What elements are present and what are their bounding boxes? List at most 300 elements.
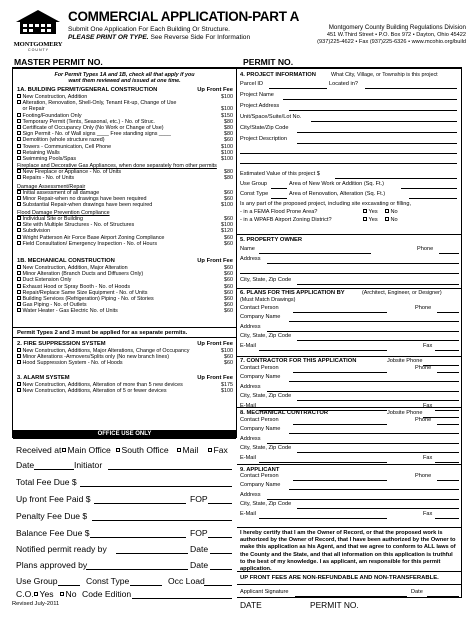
contact-person-label: Contact Person bbox=[240, 417, 279, 423]
fireplace-list bbox=[17, 169, 236, 183]
cert-rule bbox=[237, 527, 461, 528]
company-name-label: Company Name bbox=[240, 426, 281, 433]
email-label: E-Mail bbox=[240, 454, 256, 461]
row-checkbox[interactable] bbox=[17, 196, 21, 200]
city-state-zip-field[interactable] bbox=[297, 452, 459, 453]
section-8-fields bbox=[237, 417, 461, 467]
row-label: New Construction, Addition bbox=[22, 94, 88, 100]
org-name: Montgomery County Building Regulations Division bbox=[328, 24, 466, 31]
occ-load-label: Occ Load bbox=[168, 576, 205, 586]
row-fee: $100 bbox=[221, 149, 233, 156]
row-checkbox[interactable] bbox=[17, 354, 21, 358]
section-1a-title: 1A. BUILDING PERMIT/GENERAL CONSTRUCTION bbox=[17, 87, 158, 93]
row-fee: $100 bbox=[221, 143, 233, 150]
balance-fee-field[interactable] bbox=[90, 537, 186, 538]
row-label: Sign Permit - No. of Wall signs ____ Free standing signs ____ bbox=[22, 131, 171, 138]
s6-rule bbox=[237, 288, 461, 289]
section-8-title: 8. MECHANICAL CONTRACTOR bbox=[240, 410, 329, 416]
project-description-field-1[interactable] bbox=[297, 143, 457, 144]
fax-option[interactable] bbox=[208, 445, 228, 455]
fop-field[interactable] bbox=[208, 503, 232, 504]
row-checkbox[interactable] bbox=[17, 271, 21, 275]
south-office-option[interactable] bbox=[116, 445, 169, 455]
estimated-value-label: Estimated Value of this project $ bbox=[240, 171, 320, 177]
row-fee: $80 bbox=[224, 169, 233, 175]
row-label: Substantial Repair-when drawings have been required bbox=[22, 202, 153, 209]
row-label: Exhaust Hood or Spray Booth - No. of Hoods bbox=[22, 283, 131, 290]
row-checkbox[interactable] bbox=[17, 388, 21, 392]
row-fee: $80 bbox=[224, 125, 233, 131]
date-label: Date bbox=[16, 460, 35, 470]
fee-row[interactable] bbox=[17, 156, 236, 162]
flood-no[interactable] bbox=[385, 209, 398, 215]
owner-city-label: City, State, Zip Code bbox=[240, 277, 292, 283]
section-1b-fee-head: Up Front Fee bbox=[197, 258, 233, 264]
row-checkbox[interactable] bbox=[17, 348, 21, 352]
row-checkbox[interactable] bbox=[17, 169, 21, 173]
fax-field[interactable] bbox=[435, 462, 459, 463]
penalty-fee-label: Penalty Fee Due $ bbox=[16, 511, 88, 521]
use-group-field-r[interactable] bbox=[271, 188, 287, 189]
mail-text: Mail bbox=[182, 445, 199, 455]
const-type-field-r[interactable] bbox=[271, 198, 287, 199]
section-9-fields bbox=[237, 473, 461, 523]
area-reno-field[interactable] bbox=[409, 198, 457, 199]
fee-row[interactable] bbox=[17, 175, 236, 181]
email-label: E-Mail bbox=[240, 402, 256, 409]
use-group-field[interactable] bbox=[58, 585, 80, 586]
address-label: Address bbox=[240, 491, 261, 498]
row-checkbox[interactable] bbox=[17, 308, 21, 312]
plans-date-label: Date bbox=[190, 560, 209, 570]
right-column bbox=[237, 68, 462, 598]
signature-date-label: Date bbox=[411, 589, 423, 595]
fax-field[interactable] bbox=[435, 350, 459, 351]
phone-field[interactable] bbox=[437, 312, 459, 313]
flood-question: - in a FEMA Flood Prone Area? bbox=[240, 209, 318, 215]
row-checkbox[interactable] bbox=[17, 125, 21, 129]
fireplace-head: Fireplace and Decorative Gas Appliances, when done separately from other permits bbox=[17, 163, 217, 169]
owner-city-field[interactable] bbox=[297, 284, 459, 285]
section-2-list bbox=[17, 348, 236, 368]
parcel-id-label: Parcel ID bbox=[240, 81, 264, 87]
row-checkbox[interactable] bbox=[17, 284, 21, 288]
owner-phone-field[interactable] bbox=[439, 253, 459, 254]
phone-label: Phone bbox=[415, 365, 432, 371]
row-fee: $120 bbox=[221, 228, 233, 235]
row-checkbox[interactable] bbox=[17, 241, 21, 245]
fax-checkbox[interactable] bbox=[208, 448, 212, 452]
fax-field[interactable] bbox=[435, 518, 459, 519]
project-name-field[interactable] bbox=[283, 99, 457, 100]
project-description-label: Project Description bbox=[240, 136, 287, 142]
s9-rule bbox=[237, 464, 461, 465]
city-state-zip-label: City, State, Zip Code bbox=[240, 445, 292, 452]
row-fee: $100 bbox=[221, 388, 233, 395]
company-name-field[interactable] bbox=[289, 489, 459, 490]
row-checkbox[interactable] bbox=[17, 202, 21, 206]
row-label: Subdivision bbox=[22, 228, 51, 235]
fax-label: Fax bbox=[423, 510, 433, 517]
row-checkbox[interactable] bbox=[17, 94, 21, 98]
section-2-fee-head: Up Front Fee bbox=[197, 341, 233, 347]
airport-yes-text: Yes bbox=[368, 217, 378, 223]
intro-line-1: For Permit Types 1A and 1B, check all that apply if you bbox=[54, 72, 195, 78]
row-label: Hood Suppression System - No. of Hoods bbox=[22, 360, 123, 367]
airport-no-checkbox[interactable] bbox=[385, 217, 389, 221]
sig-rule bbox=[237, 584, 461, 585]
flood-list bbox=[17, 216, 236, 248]
row-checkbox[interactable] bbox=[17, 144, 21, 148]
row-checkbox[interactable] bbox=[17, 296, 21, 300]
address-label: Address bbox=[240, 383, 261, 390]
project-name-label: Project Name bbox=[240, 92, 274, 98]
row-checkbox[interactable] bbox=[17, 119, 21, 123]
print-instruction: PLEASE PRINT OR TYPE. bbox=[68, 34, 149, 41]
estimated-value-field[interactable] bbox=[335, 178, 457, 179]
address-label: Address bbox=[240, 323, 261, 330]
contact-person-label: Contact Person bbox=[240, 473, 279, 479]
area-new-label: Area of New Work or Addition (Sq. Ft.) bbox=[289, 181, 385, 187]
plans-date-field[interactable] bbox=[210, 569, 232, 570]
main-office-checkbox[interactable] bbox=[62, 448, 66, 452]
owner-name-label: Name bbox=[240, 246, 255, 252]
s5-rule bbox=[237, 234, 461, 235]
balance-fee-label: Balance Fee Due $ bbox=[16, 528, 90, 538]
section-6-sub: (Must Match Drawings) bbox=[240, 297, 296, 303]
section-3-title: 3. ALARM SYSTEM bbox=[17, 375, 70, 381]
located-in-field[interactable] bbox=[365, 88, 457, 89]
row-fee: $60 bbox=[224, 277, 233, 284]
const-type-field[interactable] bbox=[130, 585, 162, 586]
row-checkbox[interactable] bbox=[17, 222, 21, 226]
fop2-field[interactable] bbox=[208, 537, 232, 538]
contact-person-field[interactable] bbox=[293, 312, 387, 313]
co-no-text: No bbox=[65, 589, 77, 599]
mail-option[interactable] bbox=[177, 445, 198, 455]
row-label: New Construction, Additions, Alteration of more than 5 new devices bbox=[22, 382, 183, 388]
address-field[interactable] bbox=[267, 331, 459, 332]
contact-person-field[interactable] bbox=[293, 424, 387, 425]
section-4-title: 4. PROJECT INFORMATION bbox=[240, 72, 316, 78]
row-label: Towers - Communication, Cell Phone bbox=[22, 143, 112, 150]
city-state-zip-field[interactable] bbox=[297, 340, 459, 341]
row-checkbox[interactable] bbox=[17, 382, 21, 386]
email-label: E-Mail bbox=[240, 510, 256, 517]
row-fee: $60 bbox=[224, 283, 233, 290]
city-state-zip-field[interactable] bbox=[297, 400, 459, 401]
row-checkbox[interactable] bbox=[17, 175, 21, 179]
row-label: New Fireplace or Appliance - No. of Units bbox=[22, 169, 122, 175]
section-3-fee-head: Up Front Fee bbox=[197, 375, 233, 381]
fax-text: Fax bbox=[213, 445, 228, 455]
city-state-zip-field[interactable] bbox=[297, 508, 459, 509]
code-edition-field[interactable] bbox=[132, 598, 232, 599]
row-fee: $60 bbox=[224, 296, 233, 302]
phone-field[interactable] bbox=[437, 372, 459, 373]
row-checkbox[interactable] bbox=[17, 360, 21, 364]
section-1b-list bbox=[17, 265, 236, 317]
row-fee: $60 bbox=[224, 308, 233, 315]
up-front-fee-label: Up front Fee Paid $ bbox=[16, 494, 91, 504]
row-checkbox[interactable] bbox=[17, 290, 21, 294]
co-no-option[interactable] bbox=[60, 589, 77, 599]
company-name-label: Company Name bbox=[240, 482, 281, 489]
contact-person-label: Contact Person bbox=[240, 305, 279, 311]
row-label: Individual Site or Building bbox=[22, 216, 84, 222]
row-fee: $80 bbox=[224, 131, 233, 138]
phone-field[interactable] bbox=[437, 424, 459, 425]
row-checkbox[interactable] bbox=[17, 228, 21, 232]
main-office-text: Main Office bbox=[67, 445, 111, 455]
airport-no-text: No bbox=[390, 217, 398, 223]
row-label: Site with Multiple Structures - No. of Structures bbox=[22, 222, 135, 229]
owner-name-field[interactable] bbox=[259, 253, 371, 254]
row-fee: $60 bbox=[224, 216, 233, 222]
section-4-fields bbox=[237, 79, 461, 289]
fax-label: Fax bbox=[423, 454, 433, 461]
received-at-label: Received at bbox=[16, 445, 62, 455]
fop-label: FOP bbox=[190, 494, 208, 504]
airport-no[interactable] bbox=[385, 217, 398, 223]
address-label: Address bbox=[240, 435, 261, 442]
section-1a-fee-head: Up Front Fee bbox=[197, 87, 233, 93]
address-field[interactable] bbox=[267, 391, 459, 392]
flood-yes[interactable] bbox=[363, 209, 378, 215]
project-description-field-3[interactable] bbox=[240, 163, 457, 164]
row-label: Minor Alterations -Armovers/Splits only (No new branch lines) bbox=[22, 354, 169, 361]
unit-label: Unit/Space/Suite/Lot No. bbox=[240, 114, 302, 120]
const-type-label-r: Const Type bbox=[240, 191, 269, 197]
city-state-zip-label: City/State/Zip Code bbox=[240, 125, 289, 131]
fee-row[interactable] bbox=[17, 241, 236, 247]
intro-line-2: want them reviewed and issued at one time. bbox=[68, 78, 181, 84]
office-use-section bbox=[12, 440, 237, 598]
flood-yes-checkbox[interactable] bbox=[363, 209, 367, 213]
parcel-id-field[interactable] bbox=[269, 88, 327, 89]
row-checkbox[interactable] bbox=[17, 137, 21, 141]
co-yes-text: Yes bbox=[39, 589, 54, 599]
row-fee: $60 bbox=[224, 265, 233, 271]
row-fee: $80 bbox=[224, 175, 233, 182]
company-name-field[interactable] bbox=[289, 381, 459, 382]
row-label: Footing/Foundation Only bbox=[22, 112, 82, 119]
flood-no-checkbox[interactable] bbox=[385, 209, 389, 213]
const-type-label: Const Type bbox=[86, 576, 130, 586]
left-column bbox=[12, 68, 237, 438]
row-fee: $150 bbox=[221, 112, 233, 119]
row-checkbox[interactable] bbox=[17, 131, 21, 135]
row-fee: $175 bbox=[221, 382, 233, 388]
co-yes-option[interactable] bbox=[34, 589, 54, 599]
row-checkbox[interactable] bbox=[17, 156, 21, 160]
types23-rule bbox=[13, 327, 236, 328]
certification-text: I hereby certify that I am the Owner of Record, or that the proposed work is authorized by the Owner of Record, that I have been authorized by the Owner to make this application as his Agent, and that we agree to conform to ALL laws of the County and the State, and that all information on this application is truthful to the best of my knowledge. I as applicant, am responsible for this permit application. bbox=[240, 530, 456, 573]
row-checkbox[interactable] bbox=[17, 150, 21, 154]
fax-label: Fax bbox=[423, 402, 433, 409]
city-state-zip-field[interactable] bbox=[297, 132, 457, 133]
section-6-fields bbox=[237, 305, 461, 355]
applicant-signature-label: Applicant Signature bbox=[240, 589, 289, 595]
nonrefund-rule bbox=[237, 571, 461, 572]
row-label: Field Consultation/ Emergency Inspection - No. of Hours bbox=[22, 240, 158, 247]
question-intro: Is any part of the proposed project, including site excavating or filling, bbox=[240, 201, 412, 207]
up-front-fee-field[interactable] bbox=[94, 503, 186, 504]
owner-address-field[interactable] bbox=[267, 263, 459, 264]
email-field[interactable] bbox=[259, 518, 387, 519]
airport-yes[interactable] bbox=[363, 217, 378, 223]
row-label: Certificate of Occupancy Only (No Work or Change of Use) bbox=[22, 125, 164, 131]
office-use-bar bbox=[13, 430, 236, 439]
south-office-text: South Office bbox=[121, 445, 169, 455]
row-label: New Construction, Additions, Alteration of 5 or fewer devices bbox=[22, 388, 167, 395]
row-fee: $100 bbox=[221, 156, 233, 162]
org-address: 451 W.Third Street • P.O. Box 972 • Dayton, Ohio 45422 bbox=[326, 32, 466, 38]
use-group-label: Use Group bbox=[16, 576, 58, 586]
row-label: Building Services (Refrigeration) Piping - No. of Stories bbox=[22, 296, 154, 302]
email-field[interactable] bbox=[259, 462, 387, 463]
total-fee-label: Total Fee Due $ bbox=[16, 477, 77, 487]
master-permit-label: MASTER PERMIT NO. bbox=[14, 57, 103, 67]
permit-no-label: PERMIT NO. bbox=[243, 57, 294, 67]
row-label: Minor Alteration (Branch Ducts and Diffusers Only) bbox=[22, 271, 144, 278]
row-label: Alteration, Renovation, Shell-Only, Tenant Fit-up, Change of Use bbox=[22, 100, 177, 107]
fee-row[interactable] bbox=[17, 388, 236, 394]
fop2-label: FOP bbox=[190, 528, 208, 538]
notified-label: Notified permit ready by bbox=[16, 544, 107, 554]
penalty-fee-field[interactable] bbox=[92, 520, 232, 521]
owner-address-field-2[interactable] bbox=[240, 273, 459, 274]
total-fee-field[interactable] bbox=[80, 486, 232, 487]
company-name-field[interactable] bbox=[289, 321, 459, 322]
address-field[interactable] bbox=[267, 443, 459, 444]
plans-approved-label: Plans approved by bbox=[16, 560, 88, 570]
org-phone: (937)225-4622 • Fax (937)225-6326 • www.mcohio.org/build bbox=[317, 39, 466, 45]
row-label: Swimming Pools/Spas bbox=[22, 156, 77, 162]
row-label: Repair/Replace Same Size Equipment - No. of Units bbox=[22, 289, 148, 296]
airport-yes-checkbox[interactable] bbox=[363, 217, 367, 221]
row-checkbox[interactable] bbox=[17, 235, 21, 239]
phone-label: Phone bbox=[415, 417, 432, 423]
area-reno-label: Area of Renovation, Alteration (Sq. Ft.) bbox=[289, 191, 386, 197]
initiator-field[interactable] bbox=[108, 469, 232, 470]
row-fee: $100 bbox=[221, 202, 233, 209]
email-label: E-Mail bbox=[240, 342, 256, 349]
city-state-zip-label: City, State, Zip Code bbox=[240, 501, 292, 508]
row-fee: $60 bbox=[224, 354, 233, 361]
notified-date-field[interactable] bbox=[210, 553, 232, 554]
south-office-checkbox[interactable] bbox=[116, 448, 120, 452]
house-logo-icon bbox=[12, 8, 64, 36]
row-checkbox[interactable] bbox=[17, 265, 21, 269]
unit-field[interactable] bbox=[311, 121, 457, 122]
row-fee: $60 bbox=[224, 196, 233, 203]
nonrefund-text: UP FRONT FEES ARE NON-REFUNDABLE AND NON-TRANSFERABLE. bbox=[240, 575, 439, 581]
types23-rule-2 bbox=[13, 337, 236, 338]
row-checkbox[interactable] bbox=[17, 277, 21, 281]
row-label: Water Heater - Gas Electric No. of Units bbox=[22, 308, 118, 315]
project-address-label: Project Address bbox=[240, 103, 280, 109]
phone-label: Phone bbox=[415, 473, 432, 479]
section-2-title: 2. FIRE SUPPRESSION SYSTEM bbox=[17, 341, 106, 347]
address-field[interactable] bbox=[267, 499, 459, 500]
flood-head: Flood Damage Prevention Compliance bbox=[17, 210, 110, 216]
row-checkbox[interactable] bbox=[17, 302, 21, 306]
date-field[interactable] bbox=[34, 469, 74, 470]
row-fee: $60 bbox=[224, 302, 233, 309]
reverse-side-note: See Reverse Side For Information bbox=[148, 34, 251, 41]
row-label: New Construction, Additions, Major Alterations, Change of Occupancy bbox=[22, 348, 190, 354]
fee-row[interactable] bbox=[17, 360, 236, 366]
row-label: Demolition (whole structure razed) bbox=[22, 137, 105, 144]
section-1b-title: 1B. MECHANICAL CONSTRUCTION bbox=[17, 258, 115, 264]
row-fee: $100 bbox=[221, 222, 233, 229]
plans-approved-field[interactable] bbox=[86, 569, 188, 570]
s8-rule bbox=[237, 407, 461, 408]
project-address-field[interactable] bbox=[289, 110, 457, 111]
located-in-label: Located in? bbox=[329, 81, 358, 87]
row-checkbox[interactable] bbox=[17, 190, 21, 194]
fee-row[interactable] bbox=[17, 202, 236, 208]
section-1a-list bbox=[17, 94, 236, 164]
initiator-label: Initiator bbox=[74, 460, 103, 470]
applicant-signature-field[interactable] bbox=[295, 596, 407, 597]
company-name-field[interactable] bbox=[289, 433, 459, 434]
signature-date-field[interactable] bbox=[427, 596, 459, 597]
row-label: New Construction, Addition, Major Alteration bbox=[22, 265, 128, 271]
owner-address-label: Address bbox=[240, 256, 261, 262]
occ-load-field[interactable] bbox=[204, 585, 232, 586]
project-description-field-2[interactable] bbox=[240, 153, 457, 154]
area-new-field[interactable] bbox=[401, 188, 457, 189]
contact-person-field[interactable] bbox=[293, 372, 387, 373]
row-label: Retaining Walls bbox=[22, 149, 60, 156]
row-fee: $60 bbox=[224, 137, 233, 144]
email-field[interactable] bbox=[259, 350, 387, 351]
co-no-checkbox[interactable] bbox=[60, 592, 64, 596]
contact-person-field[interactable] bbox=[293, 480, 387, 481]
row-fee: $60 bbox=[224, 234, 233, 241]
row-checkbox[interactable] bbox=[17, 113, 21, 117]
company-name-label: Company Name bbox=[240, 374, 281, 381]
company-name-label: Company Name bbox=[240, 314, 281, 321]
row-checkbox[interactable] bbox=[17, 100, 21, 104]
bottom-date-label: DATE bbox=[240, 600, 262, 610]
row-fee: $60 bbox=[224, 190, 233, 196]
section-7-title: 7. CONTRACTOR FOR THIS APPLICATION bbox=[240, 358, 357, 364]
county-logo bbox=[12, 8, 64, 52]
row-label: Initial assessment of all damage bbox=[22, 190, 100, 196]
phone-label: Phone bbox=[415, 305, 432, 311]
contractor-jobsite-label: Jobsite Phone bbox=[387, 358, 423, 364]
section-5-title: 5. PROPERTY OWNER bbox=[240, 237, 303, 243]
fee-row[interactable] bbox=[17, 308, 236, 314]
row-label: Wright Patterson Air Force Base Airport Zoning Compliance bbox=[22, 234, 165, 241]
row-fee: $100 bbox=[221, 348, 233, 354]
co-yes-checkbox[interactable] bbox=[34, 592, 38, 596]
fax-field[interactable] bbox=[435, 410, 459, 411]
mail-checkbox[interactable] bbox=[177, 448, 181, 452]
notified-field[interactable] bbox=[116, 553, 188, 554]
section-3-list bbox=[17, 382, 236, 396]
phone-field[interactable] bbox=[437, 480, 459, 481]
row-label: or Repair bbox=[22, 106, 45, 113]
row-fee: $60 bbox=[224, 289, 233, 296]
section-6-note: (Architect, Engineer, or Designer) bbox=[362, 290, 442, 296]
main-office-option[interactable] bbox=[62, 445, 111, 455]
office-use-label: OFFICE USE ONLY bbox=[97, 431, 152, 437]
row-checkbox[interactable] bbox=[17, 216, 21, 220]
